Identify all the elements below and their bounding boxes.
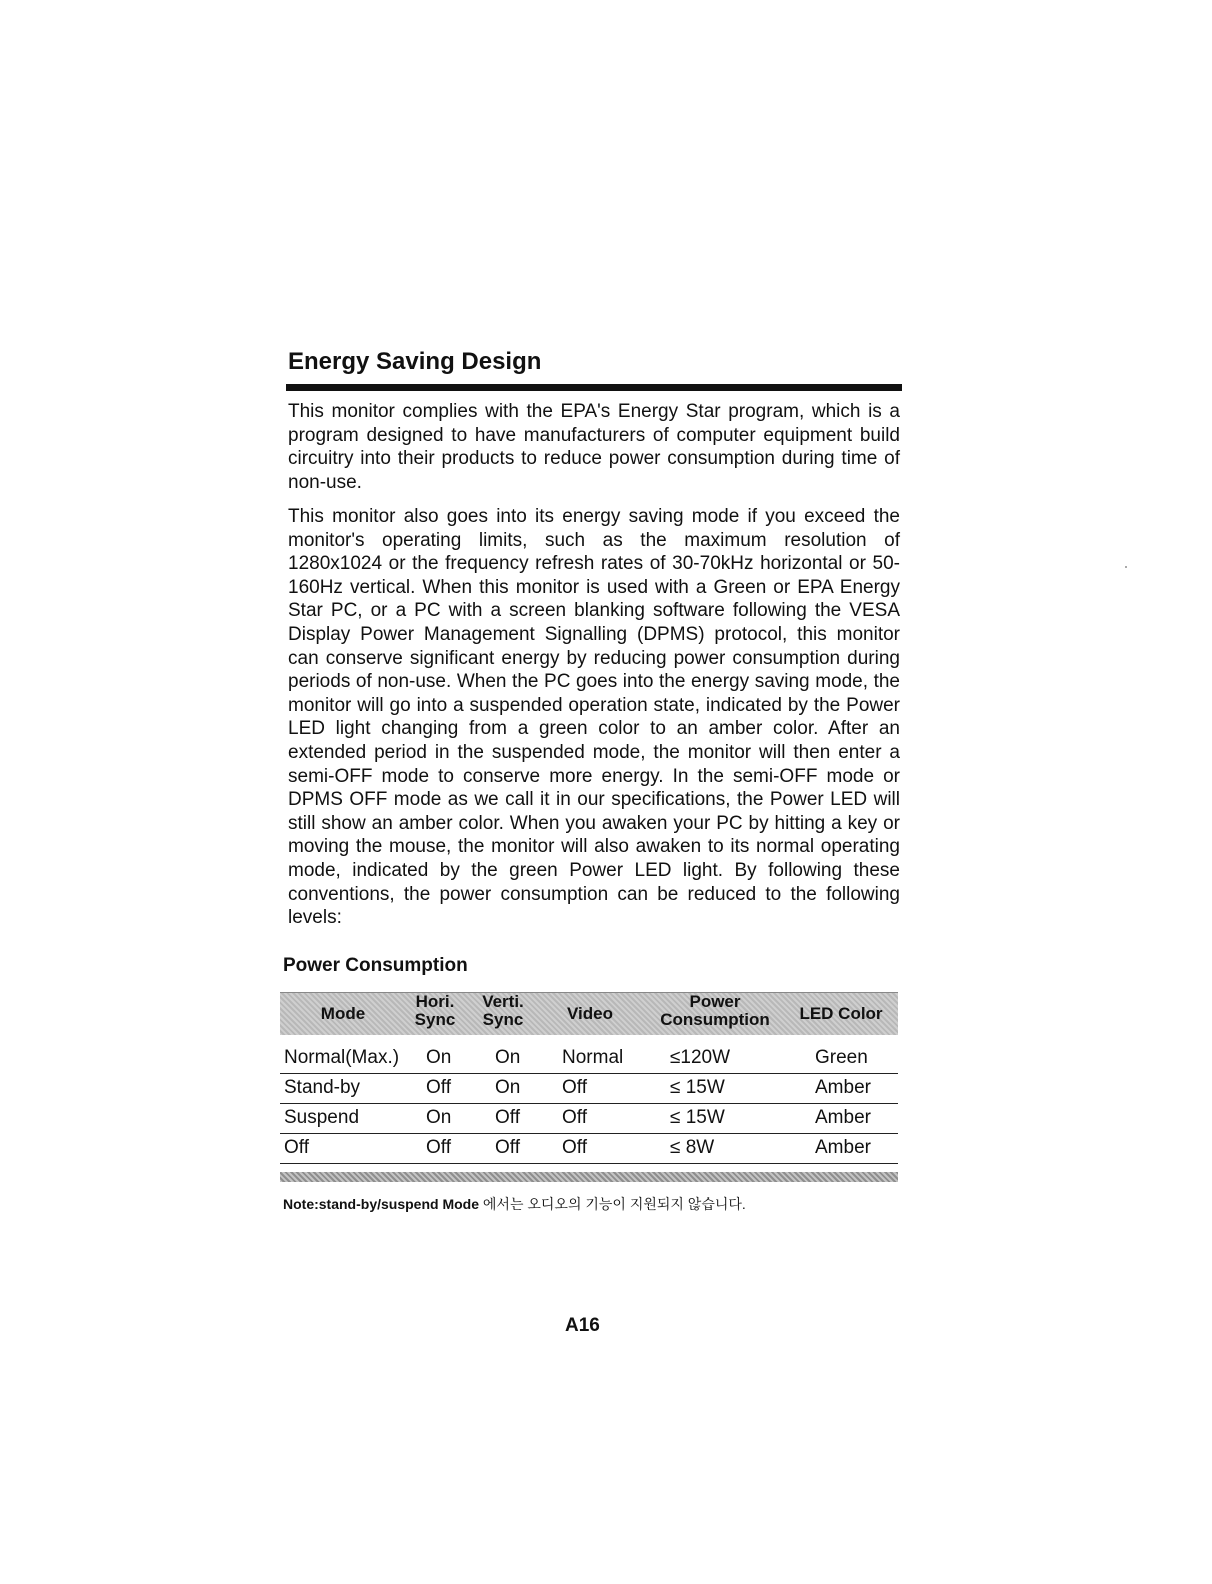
header-mode: Mode (320, 1004, 366, 1023)
paragraph-2: This monitor also goes into its energy saving mode if you exceed the monitor's operating limits, such as the maximum resolution of 1280x1024 or the frequency refresh rates of 30-70kHz horizontal or 50-160Hz vertical. When this monitor is used with a Green or EPA Energy Star PC, or a PC with a screen blanking software following the VESA Display Power Management Signalling (DPMS) protocol, this monitor can conserve significant energy by reducing power consumption during periods of non-use. When the PC goes into the energy saving mode, the monitor will go into a suspended operation state, indicated by the Power LED light changing from a green color to an amber color. After an extended period in the suspended mode, the monitor will then enter a semi-OFF mode to conserve more energy. In the semi-OFF mode or DPMS OFF mode as we call it in our specifications, the Power LED will still show an amber color. When you awaken your PC by hitting a key or moving the mouse, the monitor will also awaken to its normal operating mode, indicated by the green Power LED light. By following these conventions, the power consumption can be reduced to the following levels: (288, 506, 900, 929)
header-power-consumption: Power Consumption (660, 992, 770, 1029)
cell-led: Amber (815, 1077, 871, 1098)
title-rule (286, 384, 902, 391)
table-row (280, 1044, 898, 1074)
note-text: 에서는 오디오의 기능이 지원되지 않습니다. (479, 1196, 746, 1212)
table-title: Power Consumption (283, 955, 468, 976)
cell-power: ≤ 15W (670, 1107, 725, 1128)
cell-hori: Off (426, 1137, 451, 1158)
cell-hori: On (426, 1047, 452, 1068)
cell-power: ≤120W (670, 1047, 731, 1068)
header-led-color: LED Color (799, 1004, 883, 1023)
table-footer-band (280, 1172, 898, 1182)
cell-power: ≤ 8W (670, 1137, 715, 1158)
table-row (280, 1074, 898, 1104)
table-row (280, 1104, 898, 1134)
header-video: Video (567, 1004, 613, 1023)
paragraph-1: This monitor complies with the EPA's Energy Star program, which is a program designed to have manufacturers of computer equipment build circuitry into their products to reduce power consumption during time of non-use. (288, 401, 900, 493)
cell-video: Off (562, 1077, 587, 1098)
cell-mode: Normal(Max.) (284, 1047, 400, 1068)
cell-mode: Stand-by (284, 1077, 361, 1098)
power-consumption-table (280, 992, 898, 1182)
cell-verti: On (495, 1077, 521, 1098)
note-label: Note:stand-by/suspend Mode (283, 1196, 480, 1212)
cell-verti: Off (495, 1137, 520, 1158)
cell-led: Green (815, 1047, 868, 1068)
cell-power: ≤ 15W (670, 1077, 725, 1098)
cell-hori: Off (426, 1077, 451, 1098)
table-row (280, 1134, 898, 1164)
section-title: Energy Saving Design (288, 348, 542, 375)
cell-video: Normal (562, 1047, 624, 1068)
cell-hori: On (426, 1107, 452, 1128)
cell-verti: On (495, 1047, 521, 1068)
cell-mode: Off (284, 1137, 309, 1158)
cell-verti: Off (495, 1107, 520, 1128)
cell-mode: Suspend (284, 1107, 360, 1128)
header-verti-sync: Verti. Sync (482, 992, 524, 1029)
scan-speck (1125, 566, 1127, 568)
table-note (283, 1194, 746, 1214)
cell-video: Off (562, 1107, 587, 1128)
table-header (280, 992, 898, 1035)
page-number: A16 (565, 1315, 600, 1336)
cell-video: Off (562, 1137, 587, 1158)
cell-led: Amber (815, 1107, 871, 1128)
cell-led: Amber (815, 1137, 871, 1158)
header-hori-sync: Hori. Sync (414, 992, 456, 1029)
